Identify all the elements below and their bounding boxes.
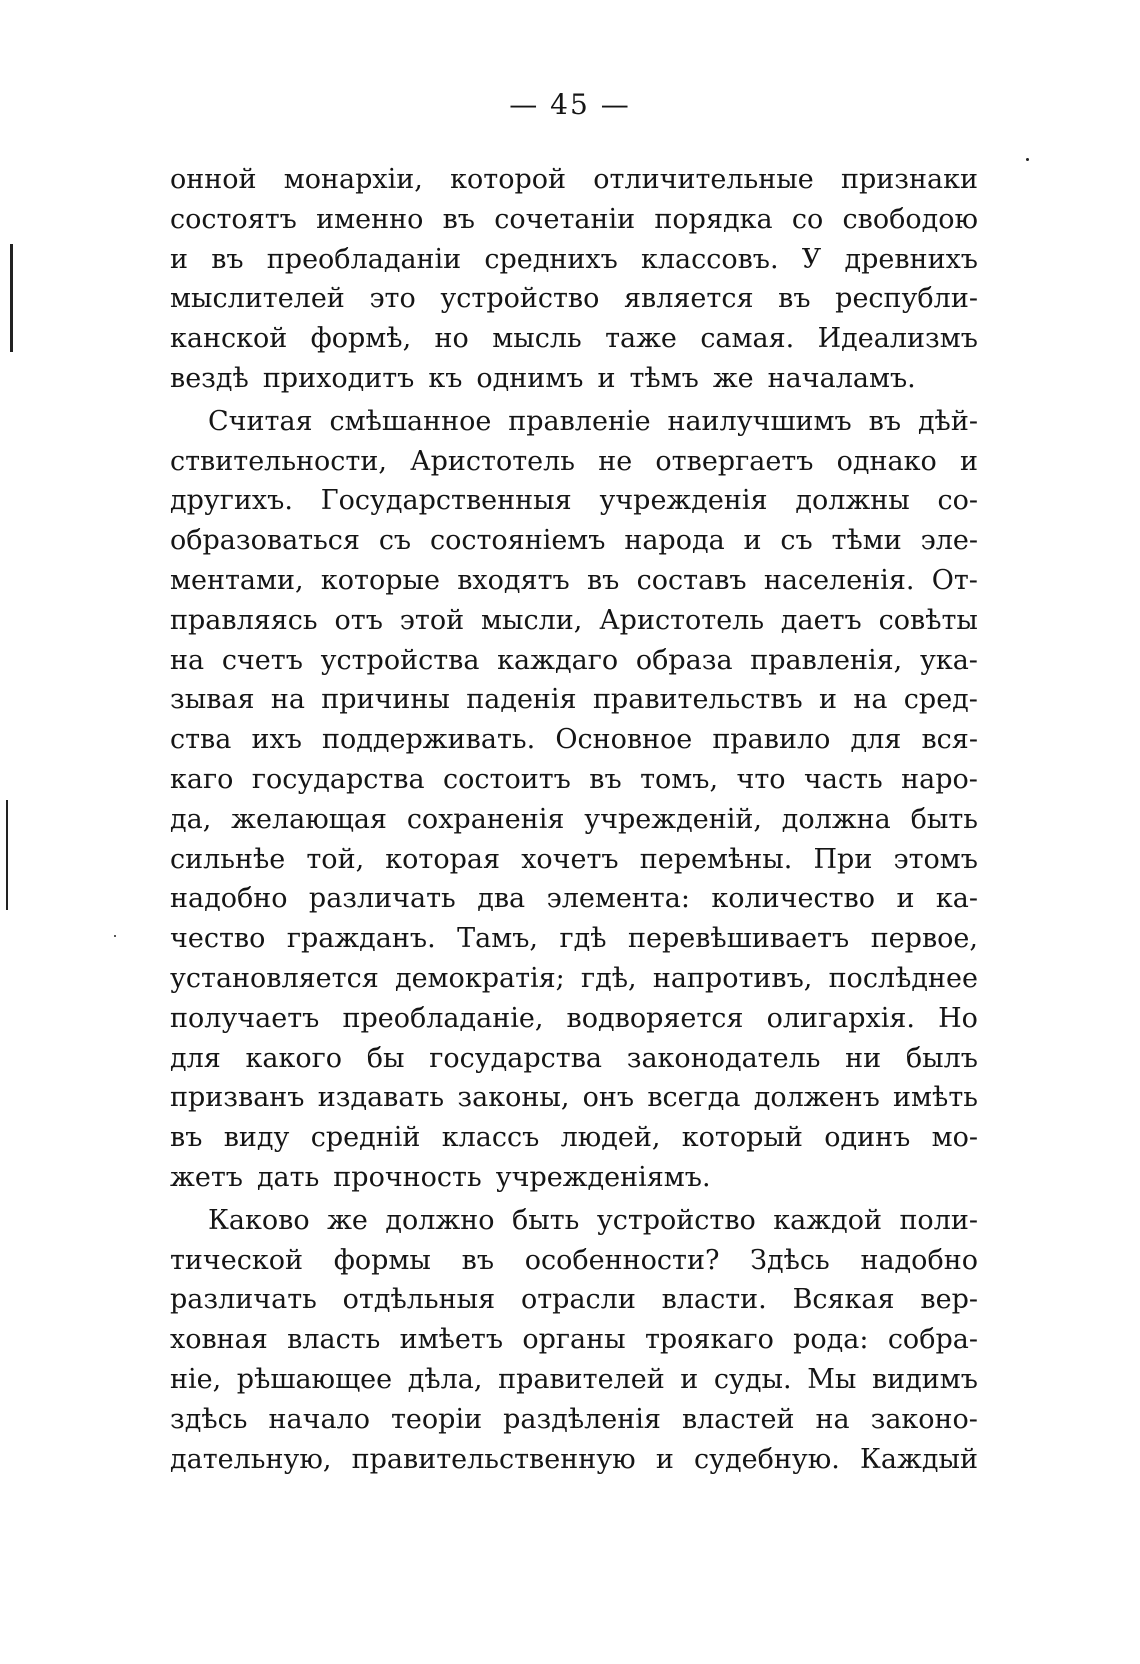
text-line bbox=[170, 1400, 978, 1440]
word: образоваться bbox=[170, 525, 360, 557]
word: и bbox=[170, 243, 188, 275]
text-line bbox=[170, 601, 978, 641]
word: зывая bbox=[170, 684, 255, 716]
text-line bbox=[170, 959, 978, 999]
word: съ bbox=[378, 525, 412, 557]
word: надобно bbox=[860, 1244, 978, 1276]
text-line bbox=[170, 840, 978, 880]
paragraph-2 bbox=[170, 402, 978, 1198]
text-line bbox=[170, 1241, 978, 1281]
word: государства bbox=[251, 763, 425, 795]
text-line bbox=[170, 999, 978, 1039]
word: и bbox=[960, 445, 978, 477]
word: каждаго bbox=[497, 644, 619, 676]
word: населенія. bbox=[763, 564, 915, 596]
word: составъ bbox=[636, 564, 747, 596]
word: От- bbox=[931, 564, 978, 596]
word: законодатель bbox=[626, 1042, 821, 1074]
word: среднiй bbox=[310, 1122, 421, 1154]
word: ховная bbox=[170, 1324, 268, 1356]
word: Тамъ, bbox=[457, 923, 538, 955]
text-line bbox=[170, 1078, 978, 1118]
word: различать bbox=[308, 883, 456, 915]
word: сочетаніи bbox=[494, 203, 636, 235]
word: перевѣшиваетъ bbox=[628, 923, 850, 955]
word: Всякая bbox=[792, 1284, 895, 1316]
word: чество bbox=[170, 923, 266, 955]
word: правило bbox=[712, 724, 831, 756]
paragraph-1 bbox=[170, 160, 978, 399]
word: это bbox=[369, 283, 416, 315]
word: дѣла, bbox=[407, 1363, 483, 1395]
word: рѣшающее bbox=[236, 1363, 393, 1395]
word: въ bbox=[586, 564, 620, 596]
word: и bbox=[680, 1363, 699, 1395]
paragraph-3 bbox=[170, 1201, 978, 1480]
word: должна bbox=[781, 803, 891, 835]
word: со bbox=[791, 203, 824, 235]
word: состоятъ bbox=[170, 203, 297, 235]
word: видимъ bbox=[871, 1363, 978, 1395]
word: образа bbox=[635, 644, 733, 676]
word: устройство bbox=[440, 283, 600, 315]
word: Считая bbox=[208, 405, 313, 437]
word: признаки bbox=[840, 164, 978, 195]
text-line bbox=[170, 760, 978, 800]
text-line bbox=[170, 1039, 978, 1079]
text-line bbox=[170, 1158, 978, 1198]
word: приходитъ bbox=[262, 362, 415, 394]
word: сохраненія bbox=[406, 803, 565, 835]
text-line bbox=[170, 720, 978, 760]
text-line bbox=[170, 1118, 978, 1158]
word: правителей bbox=[498, 1363, 665, 1395]
word: однако bbox=[836, 445, 937, 477]
word: въ bbox=[868, 405, 902, 437]
scan-margin-line bbox=[6, 800, 8, 910]
word: учрежденія bbox=[599, 485, 768, 517]
word: мыслителей bbox=[170, 283, 345, 315]
word: всегда bbox=[647, 1082, 741, 1114]
word: правленіе bbox=[508, 405, 651, 437]
word: эле- bbox=[920, 525, 978, 557]
word: не bbox=[598, 445, 633, 477]
text-line bbox=[170, 641, 978, 681]
word: правляясь bbox=[170, 604, 318, 636]
word: тѣмъ bbox=[629, 362, 699, 394]
word: канской bbox=[170, 323, 288, 355]
word: однимъ bbox=[476, 362, 584, 394]
word: дать bbox=[256, 1161, 320, 1193]
text-line bbox=[170, 1201, 978, 1241]
scan-dot bbox=[114, 935, 116, 937]
word: раздѣленія bbox=[503, 1403, 661, 1435]
word: съ bbox=[780, 525, 813, 557]
word: для bbox=[850, 724, 902, 756]
word: въ bbox=[589, 763, 622, 795]
word: судебную. bbox=[694, 1443, 840, 1475]
word: одинъ bbox=[824, 1122, 911, 1154]
word: счетъ bbox=[221, 644, 303, 676]
word: людей, bbox=[560, 1122, 661, 1154]
word: рода: bbox=[793, 1324, 869, 1356]
word: имѣть bbox=[893, 1082, 978, 1114]
text-line bbox=[170, 680, 978, 720]
word: свободою bbox=[842, 203, 978, 235]
word: былъ bbox=[905, 1042, 978, 1074]
word: желающая bbox=[231, 803, 387, 835]
word: ніе, bbox=[170, 1363, 222, 1395]
word: элемента: bbox=[546, 883, 690, 915]
word: отъ bbox=[334, 604, 383, 636]
word: республи- bbox=[835, 283, 978, 315]
text-line bbox=[170, 1280, 978, 1320]
word: онной bbox=[170, 164, 257, 195]
word: на bbox=[270, 684, 305, 716]
word: Каково bbox=[208, 1204, 310, 1236]
word: онъ bbox=[582, 1082, 635, 1114]
word: устройства bbox=[320, 644, 480, 676]
word: троякаго bbox=[644, 1324, 774, 1356]
word: быть bbox=[511, 1204, 580, 1236]
word: вся- bbox=[921, 724, 978, 756]
text-line bbox=[170, 1320, 978, 1360]
scan-margin-line bbox=[10, 244, 13, 352]
word: классъ bbox=[441, 1122, 540, 1154]
word: устройство bbox=[596, 1204, 756, 1236]
word: начало bbox=[268, 1403, 370, 1435]
word: власти. bbox=[661, 1284, 767, 1316]
word: два bbox=[477, 883, 526, 915]
word: къ bbox=[428, 362, 463, 394]
word: установляется bbox=[170, 962, 379, 994]
word: отрасли bbox=[520, 1284, 636, 1316]
word: на bbox=[815, 1403, 850, 1435]
word: мысли, bbox=[480, 604, 583, 636]
word: въ bbox=[778, 283, 811, 315]
word: ства bbox=[170, 724, 232, 756]
word: часть bbox=[804, 763, 883, 795]
word: демократія; bbox=[394, 962, 565, 994]
scan-dot bbox=[1026, 158, 1029, 161]
word: дѣй- bbox=[917, 405, 978, 437]
text-line bbox=[170, 442, 978, 482]
text-line bbox=[170, 1360, 978, 1400]
word: При bbox=[813, 843, 873, 875]
word: наро- bbox=[901, 763, 978, 795]
text-line bbox=[170, 160, 978, 200]
word: же bbox=[327, 1204, 368, 1236]
word: отличительные bbox=[593, 164, 814, 195]
word: самая. bbox=[700, 323, 795, 355]
word: со- bbox=[937, 485, 978, 517]
word: тѣми bbox=[831, 525, 902, 557]
word: этой bbox=[399, 604, 465, 636]
word: учрежденій, bbox=[584, 803, 762, 835]
word: Аристотель bbox=[410, 445, 575, 477]
word: правительствъ bbox=[592, 684, 803, 716]
word: является bbox=[624, 283, 754, 315]
word: долженъ bbox=[753, 1082, 880, 1114]
word: совѣты bbox=[878, 604, 978, 636]
word: бы bbox=[366, 1042, 405, 1074]
word: напротивъ, bbox=[652, 962, 813, 994]
word: послѣднее bbox=[828, 962, 978, 994]
word: различать bbox=[170, 1284, 317, 1316]
word: какого bbox=[245, 1042, 343, 1074]
word: и bbox=[896, 883, 915, 915]
word: Идеализмъ bbox=[817, 323, 978, 355]
word: Мы bbox=[807, 1363, 857, 1395]
word: виду bbox=[223, 1122, 290, 1154]
word: ихъ bbox=[251, 724, 302, 756]
word: преобладаніи bbox=[266, 243, 462, 275]
word: надобно bbox=[170, 883, 288, 915]
word: перемѣны. bbox=[639, 843, 793, 875]
text-line bbox=[170, 279, 978, 319]
word: гдѣ bbox=[559, 923, 607, 955]
word: поли- bbox=[899, 1204, 978, 1236]
word: который bbox=[681, 1122, 803, 1154]
word: среднихъ bbox=[484, 243, 618, 275]
word: же bbox=[712, 362, 754, 394]
word: получаетъ bbox=[170, 1002, 320, 1034]
word: формы bbox=[333, 1244, 431, 1276]
word: тической bbox=[170, 1244, 304, 1276]
word: въ bbox=[442, 203, 475, 235]
word: для bbox=[170, 1042, 221, 1074]
word: мо- bbox=[931, 1122, 978, 1154]
word: гдѣ, bbox=[580, 962, 637, 994]
word: олигархія. bbox=[766, 1002, 916, 1034]
word: которой bbox=[450, 164, 566, 195]
word: сильнѣе bbox=[170, 843, 286, 875]
text-line bbox=[170, 481, 978, 521]
word: въ bbox=[170, 1122, 203, 1154]
word: суды. bbox=[713, 1363, 792, 1395]
word: той, bbox=[306, 843, 365, 875]
word: формѣ, bbox=[310, 323, 412, 355]
word: власть bbox=[287, 1324, 381, 1356]
word: состоитъ bbox=[443, 763, 571, 795]
word: государства bbox=[429, 1042, 603, 1074]
word: и bbox=[743, 525, 762, 557]
text-line bbox=[170, 402, 978, 442]
word: монархіи, bbox=[283, 164, 423, 195]
word: сред- bbox=[903, 684, 978, 716]
word: хочетъ bbox=[521, 843, 619, 875]
word: призванъ bbox=[170, 1082, 305, 1114]
word: преобладаніе, bbox=[342, 1002, 544, 1034]
word: гражданъ. bbox=[286, 923, 436, 955]
word: смѣшанное bbox=[329, 405, 492, 437]
word: должно bbox=[385, 1204, 495, 1236]
word: на bbox=[170, 644, 205, 676]
word: причины bbox=[321, 684, 450, 716]
word: народа bbox=[624, 525, 725, 557]
word: въ bbox=[211, 243, 244, 275]
word: паденія bbox=[466, 684, 577, 716]
word: даетъ bbox=[780, 604, 862, 636]
word: что bbox=[736, 763, 786, 795]
word: наилучшимъ bbox=[667, 405, 852, 437]
word: Аристотель bbox=[599, 604, 765, 636]
word: входятъ bbox=[457, 564, 570, 596]
word: правленія, bbox=[750, 644, 903, 676]
word: Государственныя bbox=[320, 485, 572, 517]
word: началамъ. bbox=[767, 362, 916, 394]
word: томъ, bbox=[640, 763, 719, 795]
word: первое, bbox=[870, 923, 978, 955]
page-number: — 45 — bbox=[509, 88, 631, 121]
text-line bbox=[170, 879, 978, 919]
text-line bbox=[170, 200, 978, 240]
word: издавать bbox=[317, 1082, 445, 1114]
word: этомъ bbox=[893, 843, 978, 875]
word: должны bbox=[795, 485, 910, 517]
word: классовъ. bbox=[640, 243, 779, 275]
word: состояніемъ bbox=[429, 525, 606, 557]
word: и bbox=[655, 1443, 674, 1475]
text-line bbox=[170, 240, 978, 280]
word: дательную, bbox=[170, 1443, 332, 1475]
text-line bbox=[170, 1440, 978, 1480]
word: ствительности, bbox=[170, 445, 387, 477]
word: учрежденіямъ. bbox=[495, 1161, 711, 1193]
word: Но bbox=[938, 1002, 978, 1034]
word: каго bbox=[170, 763, 234, 795]
word: поддерживать. bbox=[322, 724, 536, 756]
word: Основное bbox=[555, 724, 693, 756]
text-line bbox=[170, 919, 978, 959]
word: да, bbox=[170, 803, 212, 835]
word: У bbox=[801, 243, 822, 275]
word: и bbox=[819, 684, 838, 716]
text-line bbox=[170, 521, 978, 561]
word: отвергаетъ bbox=[655, 445, 814, 477]
word: порядка bbox=[654, 203, 773, 235]
word: ука- bbox=[919, 644, 978, 676]
text-line bbox=[170, 800, 978, 840]
word: но bbox=[434, 323, 469, 355]
text-line bbox=[170, 319, 978, 359]
word: прочность bbox=[333, 1161, 482, 1193]
word: древнихъ bbox=[844, 243, 978, 275]
word: ментами, bbox=[170, 564, 304, 596]
text-line bbox=[170, 561, 978, 601]
word: именно bbox=[316, 203, 424, 235]
word: и bbox=[597, 362, 616, 394]
word: правительственную bbox=[351, 1443, 636, 1475]
word: быть bbox=[910, 803, 978, 835]
word: законы, bbox=[457, 1082, 570, 1114]
word: жетъ bbox=[170, 1161, 243, 1193]
text-line bbox=[170, 359, 978, 399]
word: которая bbox=[385, 843, 501, 875]
word: количество bbox=[711, 883, 875, 915]
word: водворяется bbox=[566, 1002, 744, 1034]
word: органы bbox=[522, 1324, 626, 1356]
word: теоріи bbox=[390, 1403, 483, 1435]
word: каждой bbox=[773, 1204, 882, 1236]
word: мысль bbox=[492, 323, 582, 355]
body-text bbox=[170, 160, 978, 1479]
word: на bbox=[853, 684, 888, 716]
word: собра- bbox=[887, 1324, 978, 1356]
word: особенности? bbox=[524, 1244, 720, 1276]
word: вер- bbox=[920, 1284, 978, 1316]
word: Здѣсь bbox=[750, 1244, 830, 1276]
word: ка- bbox=[935, 883, 978, 915]
word: ни bbox=[845, 1042, 882, 1074]
word: въ bbox=[461, 1244, 495, 1276]
word: вездѣ bbox=[170, 362, 249, 394]
word: таже bbox=[605, 323, 677, 355]
word: которые bbox=[320, 564, 440, 596]
word: здѣсь bbox=[170, 1403, 248, 1435]
word: властей bbox=[681, 1403, 795, 1435]
word: отдѣльныя bbox=[342, 1284, 496, 1316]
word: имѣетъ bbox=[399, 1324, 504, 1356]
word: законо- bbox=[870, 1403, 978, 1435]
word: Каждый bbox=[860, 1443, 978, 1475]
word: другихъ. bbox=[170, 485, 293, 517]
